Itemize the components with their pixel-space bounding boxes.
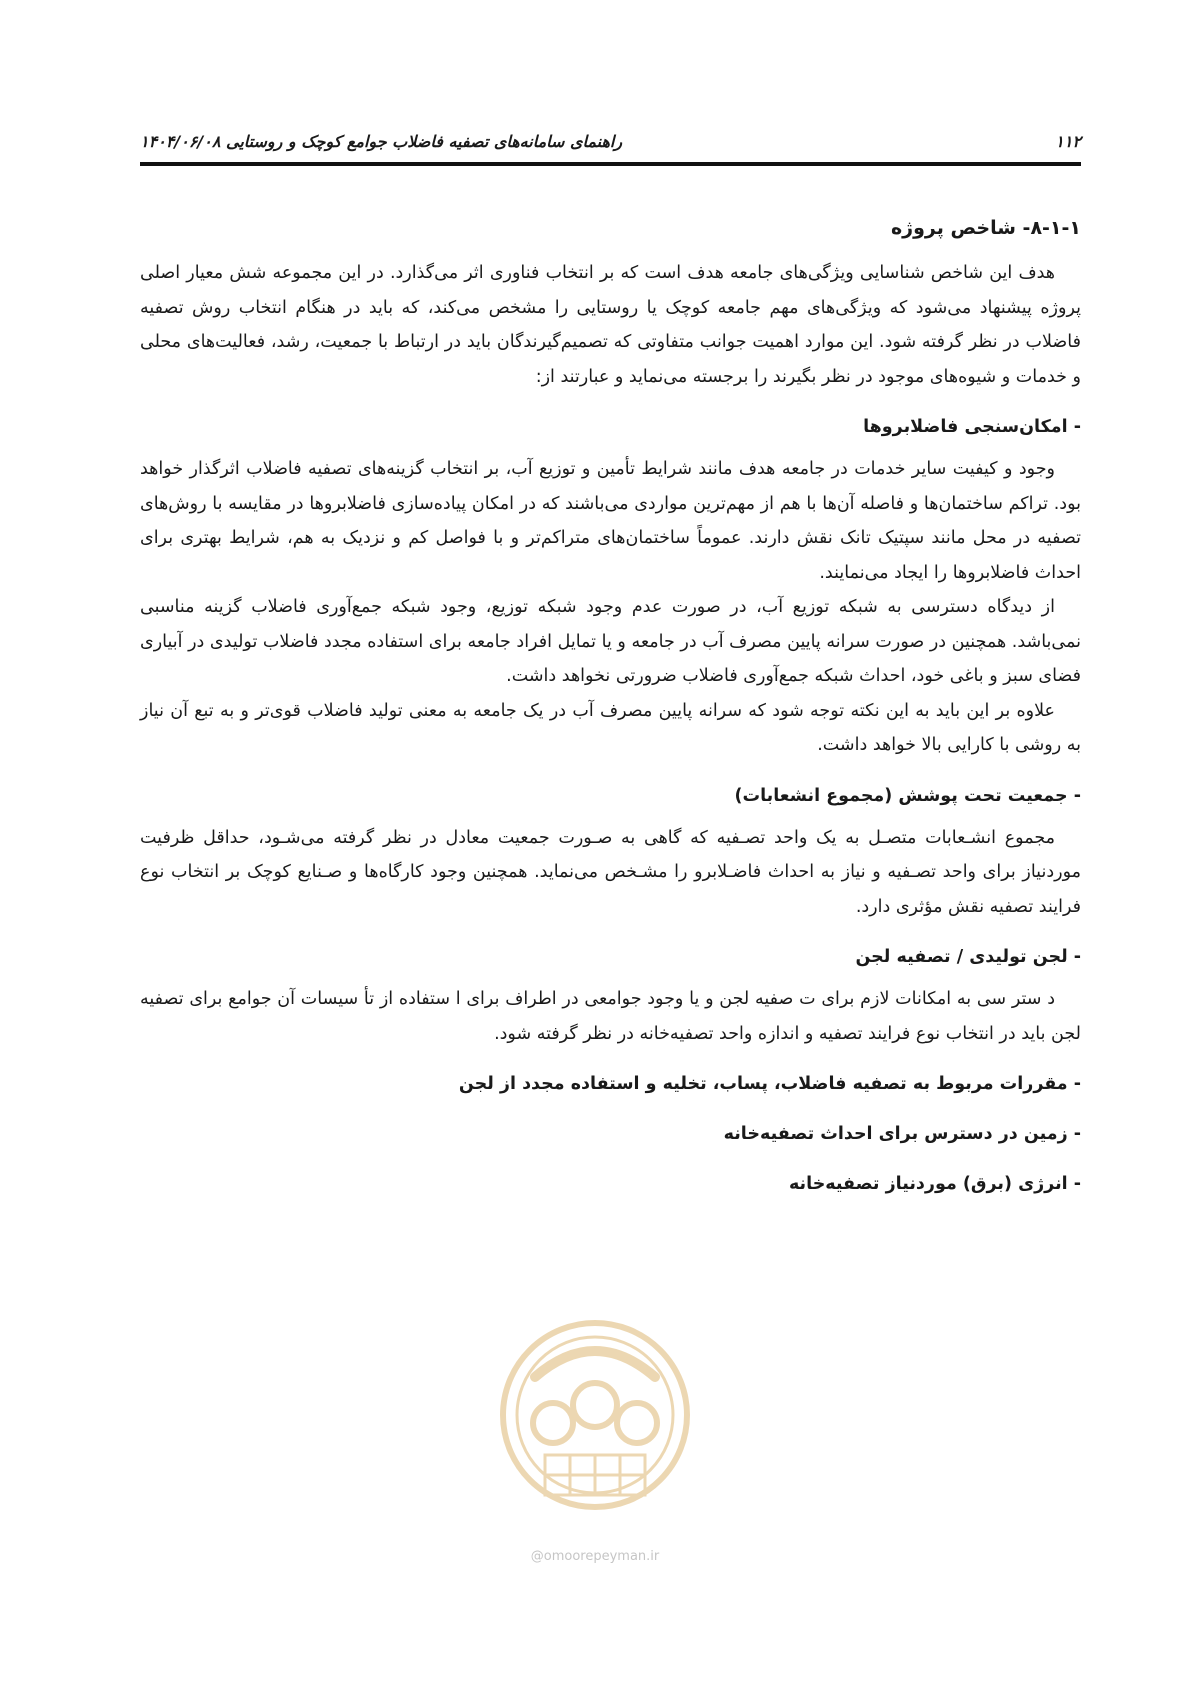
subsection-heading-population: - جمعیت تحت پوشش (مجموع انشعابات) bbox=[734, 785, 1081, 806]
watermark-logo bbox=[495, 1305, 695, 1565]
header-rule bbox=[140, 162, 1081, 166]
page-number: ۱۱۲ bbox=[1055, 132, 1081, 151]
paragraph: وجود و کیفیت سایر خدمات در جامعه هدف مانند شرایط تأمین و توزیع آب، بر انتخاب گزینه‌های تصفیه فاضلاب اثرگذار خواهد بود. تراکم ساختمان‌ها و فاصله آن‌ها با هم از مهم‌ترین مواردی می‌باشند که در امکان پیاده‌سازی فاضلابروها در مقایسه با روش‌های تصفیه در محل مانند سپتیک تانک نقش دارند. عموماً ساختمان‌های متراکم‌تر و با فواصل کم و نزدیک به هم، شرایط بهتری برای احداث فاضلابروها را ایجاد می‌نمایند. bbox=[140, 459, 1081, 583]
paragraph: از دیدگاه دسترسی به شبکه توزیع آب، در صورت عدم وجود شبکه توزیع، وجود شبکه جمع‌آوری فاضلاب گزینه مناسبی نمی‌باشد. همچنین در صورت سرانه پایین مصرف آب در جامعه و یا تمایل افراد جامعه برای استفاده مجدد فاضلاب تولیدی در آبیاری فضای سبز و باغی خود، احداث شبکه جمع‌آوری فاضلاب ضرورتی نخواهد داشت. bbox=[140, 597, 1081, 686]
intro-paragraph: هدف این شاخص شناسایی ویژگی‌های جامعه هدف است که بر انتخاب فناوری اثر می‌گذارد. در این مجموعه شش معیار اصلی پروژه پیشنهاد می‌شود که ویژگی‌های مهم جامعه کوچک یا روستایی را مشخص می‌کند، که باید در هنگام انتخاب روش تصفیه فاضلاب در نظر گرفته شود. این موارد اهمیت جوانب متفاوتی که تصمیم‌گیرندگان باید در ارتباط با جمعیت، رشد، فعالیت‌های محلی و خدمات و شیوه‌های موجود در نظر بگیرند را برجسته می‌نماید و عبارتند از: bbox=[140, 263, 1081, 387]
page-header bbox=[140, 128, 1081, 158]
paragraph: مجموع انشـعابات متصـل به یک واحد تصـفیه که گاهی به صـورت جمعیت معادل در نظر گرفته می‌شـود، حداقل ظرفیت موردنیاز برای واحد تصـفیه و نیاز به احداث فاضـلابرو را مشـخص می‌نماید. همچنین وجود کارگاه‌ها و صـنایع کوچک بر انتخاب نوع فرایند تصفیه نقش مؤثری دارد. bbox=[140, 827, 1081, 917]
watermark-url: @omoorepeyman.ir bbox=[530, 1549, 660, 1564]
running-title: راهنمای سامانه‌های تصفیه فاضلاب جوامع کوچک و روستایی ۱۴۰۴/۰۶/۰۸ bbox=[140, 132, 623, 151]
subsection-heading-sewer-feasibility: - امکان‌سنجی فاضلابروها bbox=[863, 417, 1081, 437]
subsection-heading-land: - زمین در دسترس برای احداث تصفیه‌خانه bbox=[723, 1124, 1081, 1144]
seal-icon bbox=[495, 1305, 695, 1545]
subsection-heading-energy: - انرژی (برق) موردنیاز تصفیه‌خانه bbox=[788, 1174, 1081, 1194]
subsection-heading-regulations: - مقررات مربوط به تصفیه فاضلاب، پساب، تخلیه و استفاده مجدد از لجن bbox=[458, 1074, 1081, 1094]
section-heading: ۸-۱-۱- شاخص پروژه bbox=[890, 217, 1081, 239]
paragraph: علاوه بر این باید به این نکته توجه شود که سرانه پایین مصرف آب در یک جامعه به معنی تولید فاضلاب قوی‌تر و به تبع آن نیاز به روشی با کارایی بالا خواهد داشت. bbox=[140, 700, 1081, 755]
page-body bbox=[140, 212, 1081, 1201]
subsection-heading-sludge: - لجن تولیدی / تصفیه لجن bbox=[855, 947, 1081, 967]
paragraph: د ستر سی به امکانات لازم برای ت صفیه لجن و یا وجود جوامعی در اطراف برای ا ستفاده از تأ سیسات آن جوامع برای تصفیه لجن باید در انتخاب نوع فرایند تصفیه و اندازه واحد تصفیه‌خانه در نظر گرفته شود. bbox=[140, 989, 1081, 1044]
